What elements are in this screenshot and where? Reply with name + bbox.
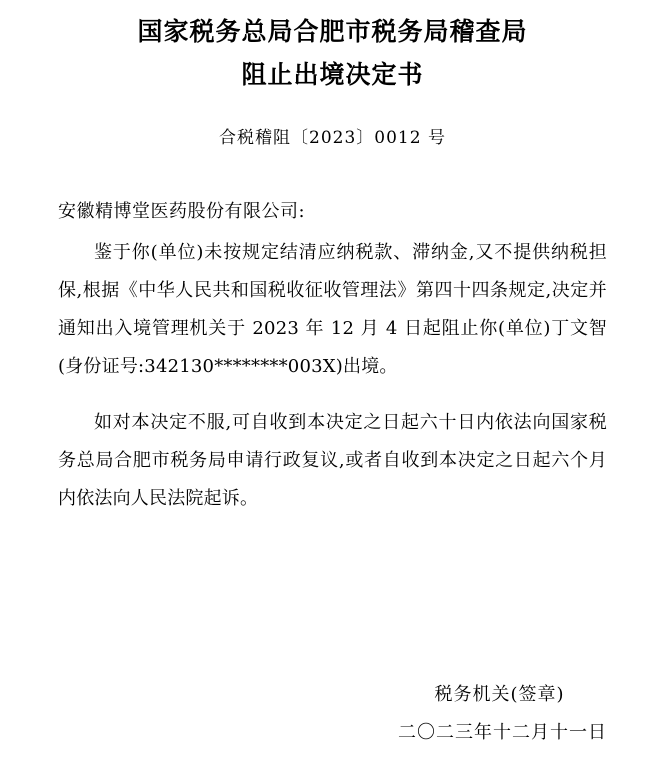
document-number: 合税稽阻〔2023〕0012 号 [219, 128, 446, 148]
document-title-line-1: 国家税务总局合肥市税务局稽查局 [137, 17, 528, 46]
document-title-line-2: 阻止出境决定书 [241, 60, 424, 89]
signature-block [398, 676, 607, 752]
body-paragraph-1: 鉴于你(单位)未按规定结清应纳税款、滞纳金,又不提供纳税担保,根据《中华人民共和国税收征收管理法》第四十四条规定,决定并通知出入境管理机关于 2023 年 12 月 4 日起阻止你(单位)丁文智(身份证号:342130********003X)出境。 [58, 242, 607, 377]
signature-date: 二〇二三年十二月十一日 [398, 722, 607, 743]
body-paragraph-2: 如对本决定不服,可自收到本决定之日起六十日内依法向国家税务总局合肥市税务局申请行政复议,或者自收到本决定之日起六个月内依法向人民法院起诉。 [58, 412, 607, 509]
signature-organization: 税务机关(签章) [434, 684, 565, 705]
recipient-name: 安徽精博堂医药股份有限公司: [58, 201, 306, 222]
